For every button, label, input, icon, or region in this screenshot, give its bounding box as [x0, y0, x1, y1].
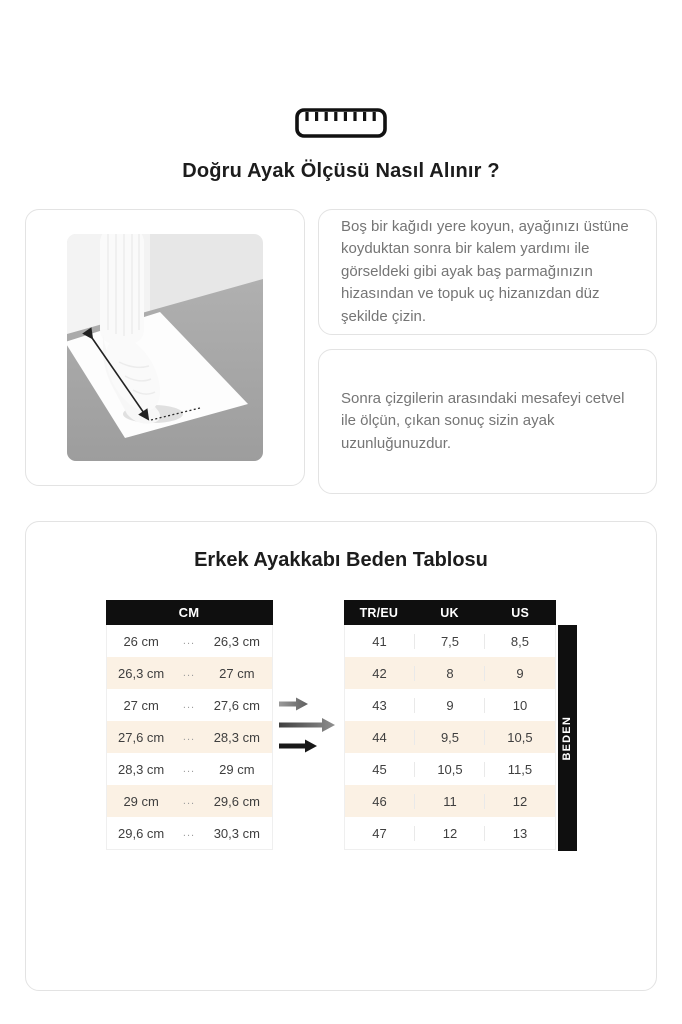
instruction-text-2: Sonra çizgilerin arasındaki mesafeyi cetvel ile ölçün, çıkan sonuç sizin ayak uzunluğunuzdur.: [341, 389, 625, 452]
cm-table-row: [107, 785, 272, 817]
cm-table-row: [107, 817, 272, 849]
size-value: 46: [372, 793, 387, 809]
size-table-row: [345, 657, 555, 689]
cm-max-value: 27 cm: [219, 665, 255, 681]
size-value: 9: [414, 698, 484, 713]
cm-max-value: 29,6 cm: [213, 793, 260, 809]
size-value: 10: [484, 698, 554, 713]
cm-min-value: 26 cm: [123, 633, 159, 649]
range-separator: ...: [182, 763, 196, 775]
cm-max-value: 30,3 cm: [213, 825, 260, 841]
intl-size-table-body: [344, 625, 556, 850]
size-value: 10,5: [414, 762, 484, 777]
size-column-header: UK: [440, 605, 459, 620]
size-value: 7,5: [414, 634, 484, 649]
cm-min-value: 29,6 cm: [118, 825, 165, 841]
cm-min-value: 27 cm: [123, 697, 159, 713]
cm-table-row: [107, 657, 272, 689]
cm-table-row: [107, 625, 272, 657]
intl-size-table: [344, 600, 556, 851]
size-value: 8: [414, 666, 484, 681]
cm-min-value: 26,3 cm: [118, 665, 165, 681]
size-table-row: [345, 753, 555, 785]
cm-max-value: 27,6 cm: [213, 697, 260, 713]
size-value: 11,5: [484, 762, 554, 777]
foot-photo-card: [25, 209, 305, 486]
size-value: 13: [484, 826, 554, 841]
cm-table-row: [107, 753, 272, 785]
range-separator: ...: [182, 699, 196, 711]
range-separator: ...: [182, 635, 196, 647]
cm-table: [106, 600, 273, 851]
cm-min-value: 28,3 cm: [118, 761, 165, 777]
cm-max-value: 28,3 cm: [213, 729, 260, 745]
instruction-card-1: [318, 209, 657, 335]
size-value: 45: [372, 761, 387, 777]
size-value: 42: [372, 665, 387, 681]
size-value: 9,5: [414, 730, 484, 745]
cm-max-value: 26,3 cm: [213, 633, 260, 649]
beden-side-bar: [558, 625, 577, 851]
size-value: 12: [414, 826, 484, 841]
size-table-row: [345, 721, 555, 753]
cm-min-value: 29 cm: [123, 793, 159, 809]
instruction-text-1: Boş bir kağıdı yere koyun, ayağınızı üstüne koyduktan sonra bir kalem yardımı ile görseldeki gibi ayak baş parmağınızın hizasından ve topuk uç hizanızdan düz şekilde çizin.: [341, 217, 629, 325]
size-value: 44: [372, 729, 387, 745]
size-chart-title: Erkek Ayakkabı Beden Tablosu: [194, 549, 488, 571]
intl-size-table-group: [344, 600, 577, 851]
size-chart-card: [25, 521, 657, 991]
cm-max-value: 29 cm: [219, 761, 255, 777]
instruction-card-2: [318, 349, 657, 494]
cm-table-body: [106, 625, 273, 850]
size-column-header: TR/EU: [359, 605, 399, 620]
intl-size-table-header: [344, 600, 556, 625]
size-table-row: [345, 785, 555, 817]
range-separator: ...: [182, 795, 196, 807]
cm-table-row: [107, 689, 272, 721]
page-title: Doğru Ayak Ölçüsü Nasıl Alınır ?: [182, 160, 500, 182]
range-separator: ...: [182, 667, 196, 679]
size-value: 12: [484, 794, 554, 809]
foot-measurement-photo: [67, 234, 263, 461]
instructions-row: [25, 209, 657, 494]
size-value: 10,5: [484, 730, 554, 745]
instruction-cards: [318, 209, 657, 494]
size-value: 47: [372, 825, 387, 841]
range-separator: ...: [182, 827, 196, 839]
cm-table-header: CM: [106, 600, 273, 625]
beden-side-label: BEDEN: [561, 715, 573, 761]
size-table-row: [345, 625, 555, 657]
size-value: 11: [414, 794, 484, 809]
size-value: 8,5: [484, 634, 554, 649]
size-value: 9: [484, 666, 554, 681]
range-separator: ...: [182, 731, 196, 743]
size-column-header: US: [511, 605, 530, 620]
ruler-icon: [0, 0, 682, 140]
size-table-row: [345, 689, 555, 721]
size-table-row: [345, 817, 555, 849]
size-tables: [26, 600, 656, 851]
size-value: 43: [372, 697, 387, 713]
conversion-arrows-icon: [273, 600, 344, 851]
cm-min-value: 27,6 cm: [118, 729, 165, 745]
size-value: 41: [372, 633, 387, 649]
cm-table-row: [107, 721, 272, 753]
